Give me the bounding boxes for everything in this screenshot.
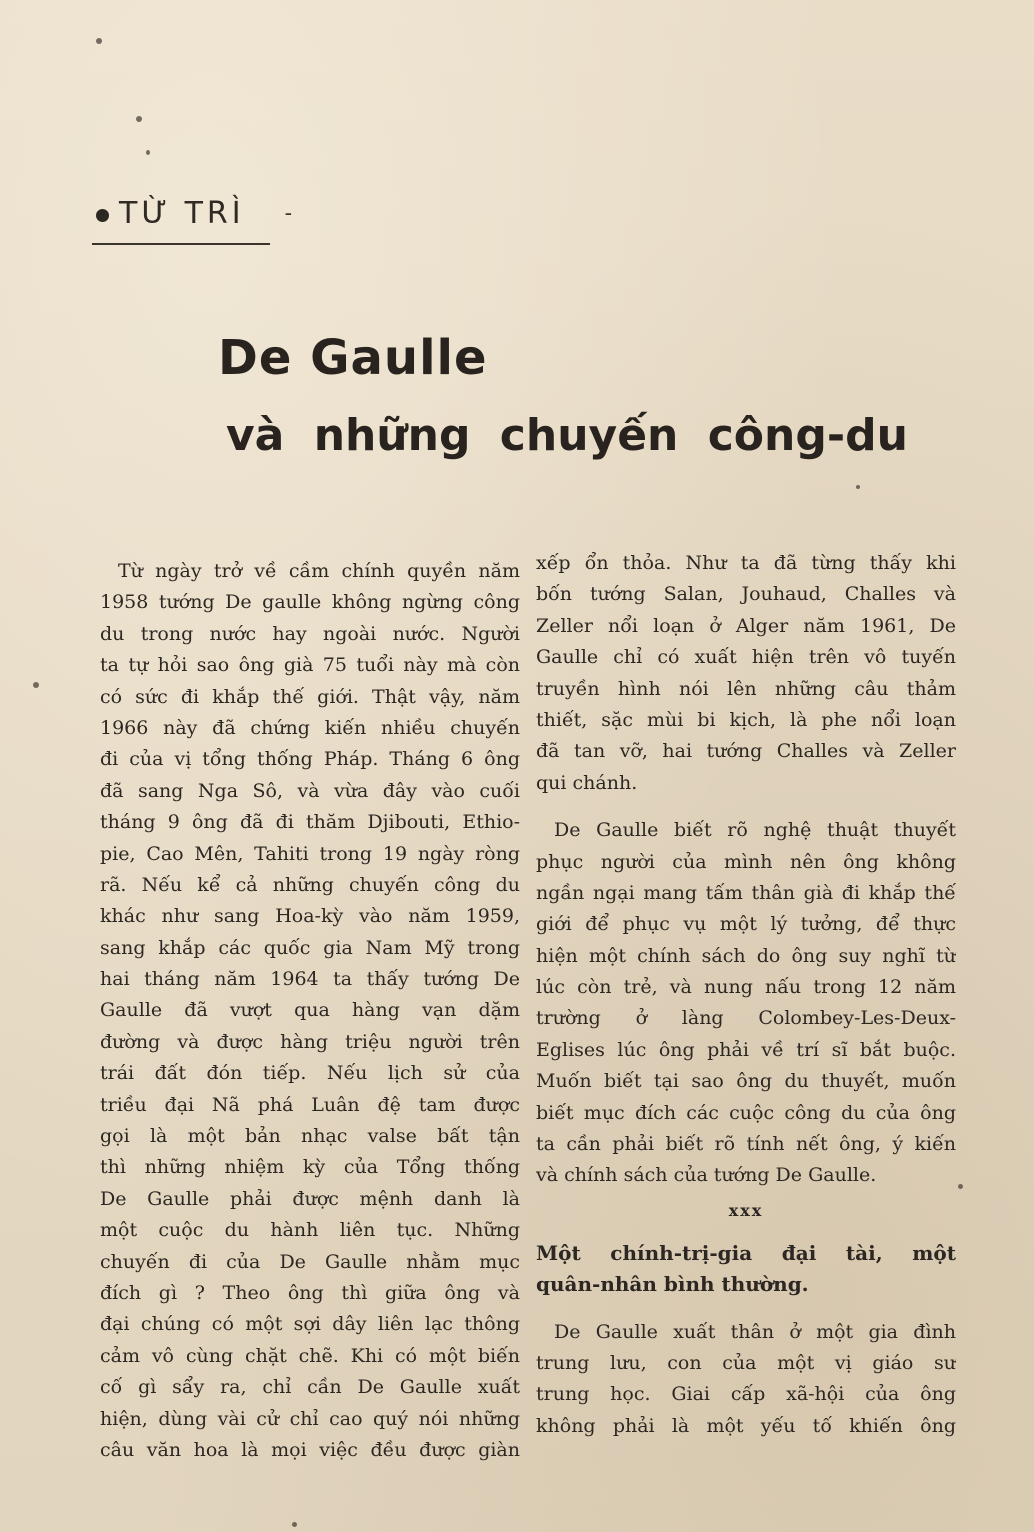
right-column [536, 548, 956, 1442]
text-line: có sức đi khắp thế giới. Thật vậy, năm [100, 685, 520, 708]
text-line: Từ ngày trở về cầm chính quyền năm [118, 560, 520, 582]
byline-underline [92, 243, 270, 245]
text-line: gọi là một bản nhạc valse bất tận [100, 1125, 520, 1148]
section-heading-line: quân-nhân bình thường. [536, 1272, 809, 1297]
text-line: De Gaulle phải được mệnh danh là [100, 1187, 520, 1210]
text-line: rã. Nếu kể cả những chuyến công du [100, 873, 520, 896]
author-byline [96, 196, 292, 231]
byline-dash: - [284, 201, 293, 226]
text-line: không phải là một yếu tố khiến ông [536, 1414, 956, 1437]
text-line: đã sang Nga Sô, và vừa đây vào cuối [100, 779, 520, 802]
text-line: chuyến đi của De Gaulle nhằm mục [100, 1250, 520, 1273]
ink-speck [33, 682, 39, 688]
text-line: và chính sách của tướng De Gaulle. [536, 1164, 877, 1187]
section-heading-line: Một chính-trị-gia đại tài, một [536, 1240, 956, 1265]
text-line: cố gì sẩy ra, chỉ cần De Gaulle xuất [100, 1376, 520, 1399]
text-line: 1966 này đã chứng kiến nhiều chuyến [100, 716, 520, 739]
ink-speck [958, 1184, 963, 1189]
text-line: bốn tướng Salan, Jouhaud, Challes và [536, 583, 956, 606]
text-line: Gaulle chỉ có xuất hiện trên vô tuyến [536, 646, 956, 669]
text-line: pie, Cao Mên, Tahiti trong 19 ngày ròng [100, 842, 520, 865]
text-line: sang khắp các quốc gia Nam Mỹ trong [100, 936, 520, 959]
section-separator: xxx [728, 1200, 764, 1220]
article-title-line-1: De Gaulle [218, 330, 488, 386]
article-title-line-2: và những chuyến công-du [226, 410, 908, 461]
text-line: Zeller nổi loạn ở Alger năm 1961, De [536, 614, 956, 637]
text-line: De Gaulle xuất thân ở một gia đình [554, 1320, 956, 1343]
ink-speck [856, 485, 860, 489]
text-line: Gaulle đã vượt qua hàng vạn dặm [100, 999, 520, 1022]
text-line: qui chánh. [536, 771, 638, 794]
text-line: De Gaulle biết rõ nghệ thuật thuyết [554, 819, 956, 842]
text-line: du trong nước hay ngoài nước. Người [100, 622, 520, 645]
left-column [100, 556, 520, 1466]
text-line: hiện, dùng vài cử chỉ cao quý nói những [100, 1407, 520, 1430]
text-line: ngần ngại mang tấm thân già đi khắp thế [536, 881, 956, 904]
text-line: hai tháng năm 1964 ta thấy tướng De [100, 968, 520, 991]
text-line: đích gì ? Theo ông thì giữa ông và [100, 1281, 520, 1304]
paragraph-gap [536, 1301, 956, 1317]
text-line: trung học. Giai cấp xã-hội của ông [536, 1383, 956, 1406]
text-line: biết mục đích các cuộc công du của ông [536, 1101, 956, 1124]
text-line: phục người của mình nên ông không [536, 850, 956, 873]
text-line: thì những nhiệm kỳ của Tổng thống [100, 1156, 520, 1179]
text-line: trái đất đón tiếp. Nếu lịch sử của [100, 1062, 520, 1085]
text-line: truyền hình nói lên những câu thảm [536, 677, 956, 700]
text-line: giới để phục vụ một lý tưởng, để thực [536, 913, 956, 936]
text-line: cảm vô cùng chặt chẽ. Khi có một biến [100, 1344, 520, 1367]
text-line: khác như sang Hoa-kỳ vào năm 1959, [100, 905, 520, 928]
paragraph-gap [536, 799, 956, 815]
ink-speck [146, 150, 150, 155]
text-line: triều đại Nã phá Luân đệ tam được [100, 1093, 520, 1116]
text-line: ta tự hỏi sao ông già 75 tuổi này mà còn [100, 654, 520, 677]
ink-speck [96, 38, 102, 44]
text-line: thiết, sặc mùi bi kịch, là phe nổi loạn [536, 708, 956, 731]
text-line: đi của vị tổng thống Pháp. Tháng 6 ông [100, 748, 520, 771]
text-line: lúc còn trẻ, và nung nấu trong 12 năm [536, 976, 956, 999]
text-line: hiện một chính sách do ông suy nghĩ từ [536, 944, 956, 967]
text-line: đường và được hàng triệu người trên [100, 1030, 520, 1053]
text-line: đại chúng có một sợi dây liên lạc thông [100, 1313, 520, 1336]
text-line: câu văn hoa là mọi việc đều được giàn [100, 1438, 520, 1461]
text-line: trung lưu, con của một vị giáo sư [536, 1351, 956, 1374]
ink-speck [136, 116, 142, 122]
text-line: Muốn biết tại sao ông du thuyết, muốn [536, 1070, 956, 1093]
text-line: ta cần phải biết rõ tính nết ông, ý kiến [536, 1133, 956, 1156]
bullet-icon [96, 209, 109, 222]
text-line: Eglises lúc ông phải về trí sĩ bắt buộc. [536, 1038, 956, 1061]
text-line: đã tan vỡ, hai tướng Challes và Zeller [536, 740, 956, 763]
text-line: trường ở làng Colombey-Les-Deux- [536, 1007, 956, 1030]
ink-speck [292, 1522, 297, 1527]
text-line: tháng 9 ông đã đi thăm Djibouti, Ethio- [100, 811, 520, 834]
text-line: 1958 tướng De gaulle không ngừng công [100, 591, 520, 614]
text-line: xếp ổn thỏa. Như ta đã từng thấy khi [536, 552, 956, 574]
text-line: một cuộc du hành liên tục. Những [100, 1219, 520, 1242]
author-name: TỪ TRÌ [119, 196, 245, 231]
